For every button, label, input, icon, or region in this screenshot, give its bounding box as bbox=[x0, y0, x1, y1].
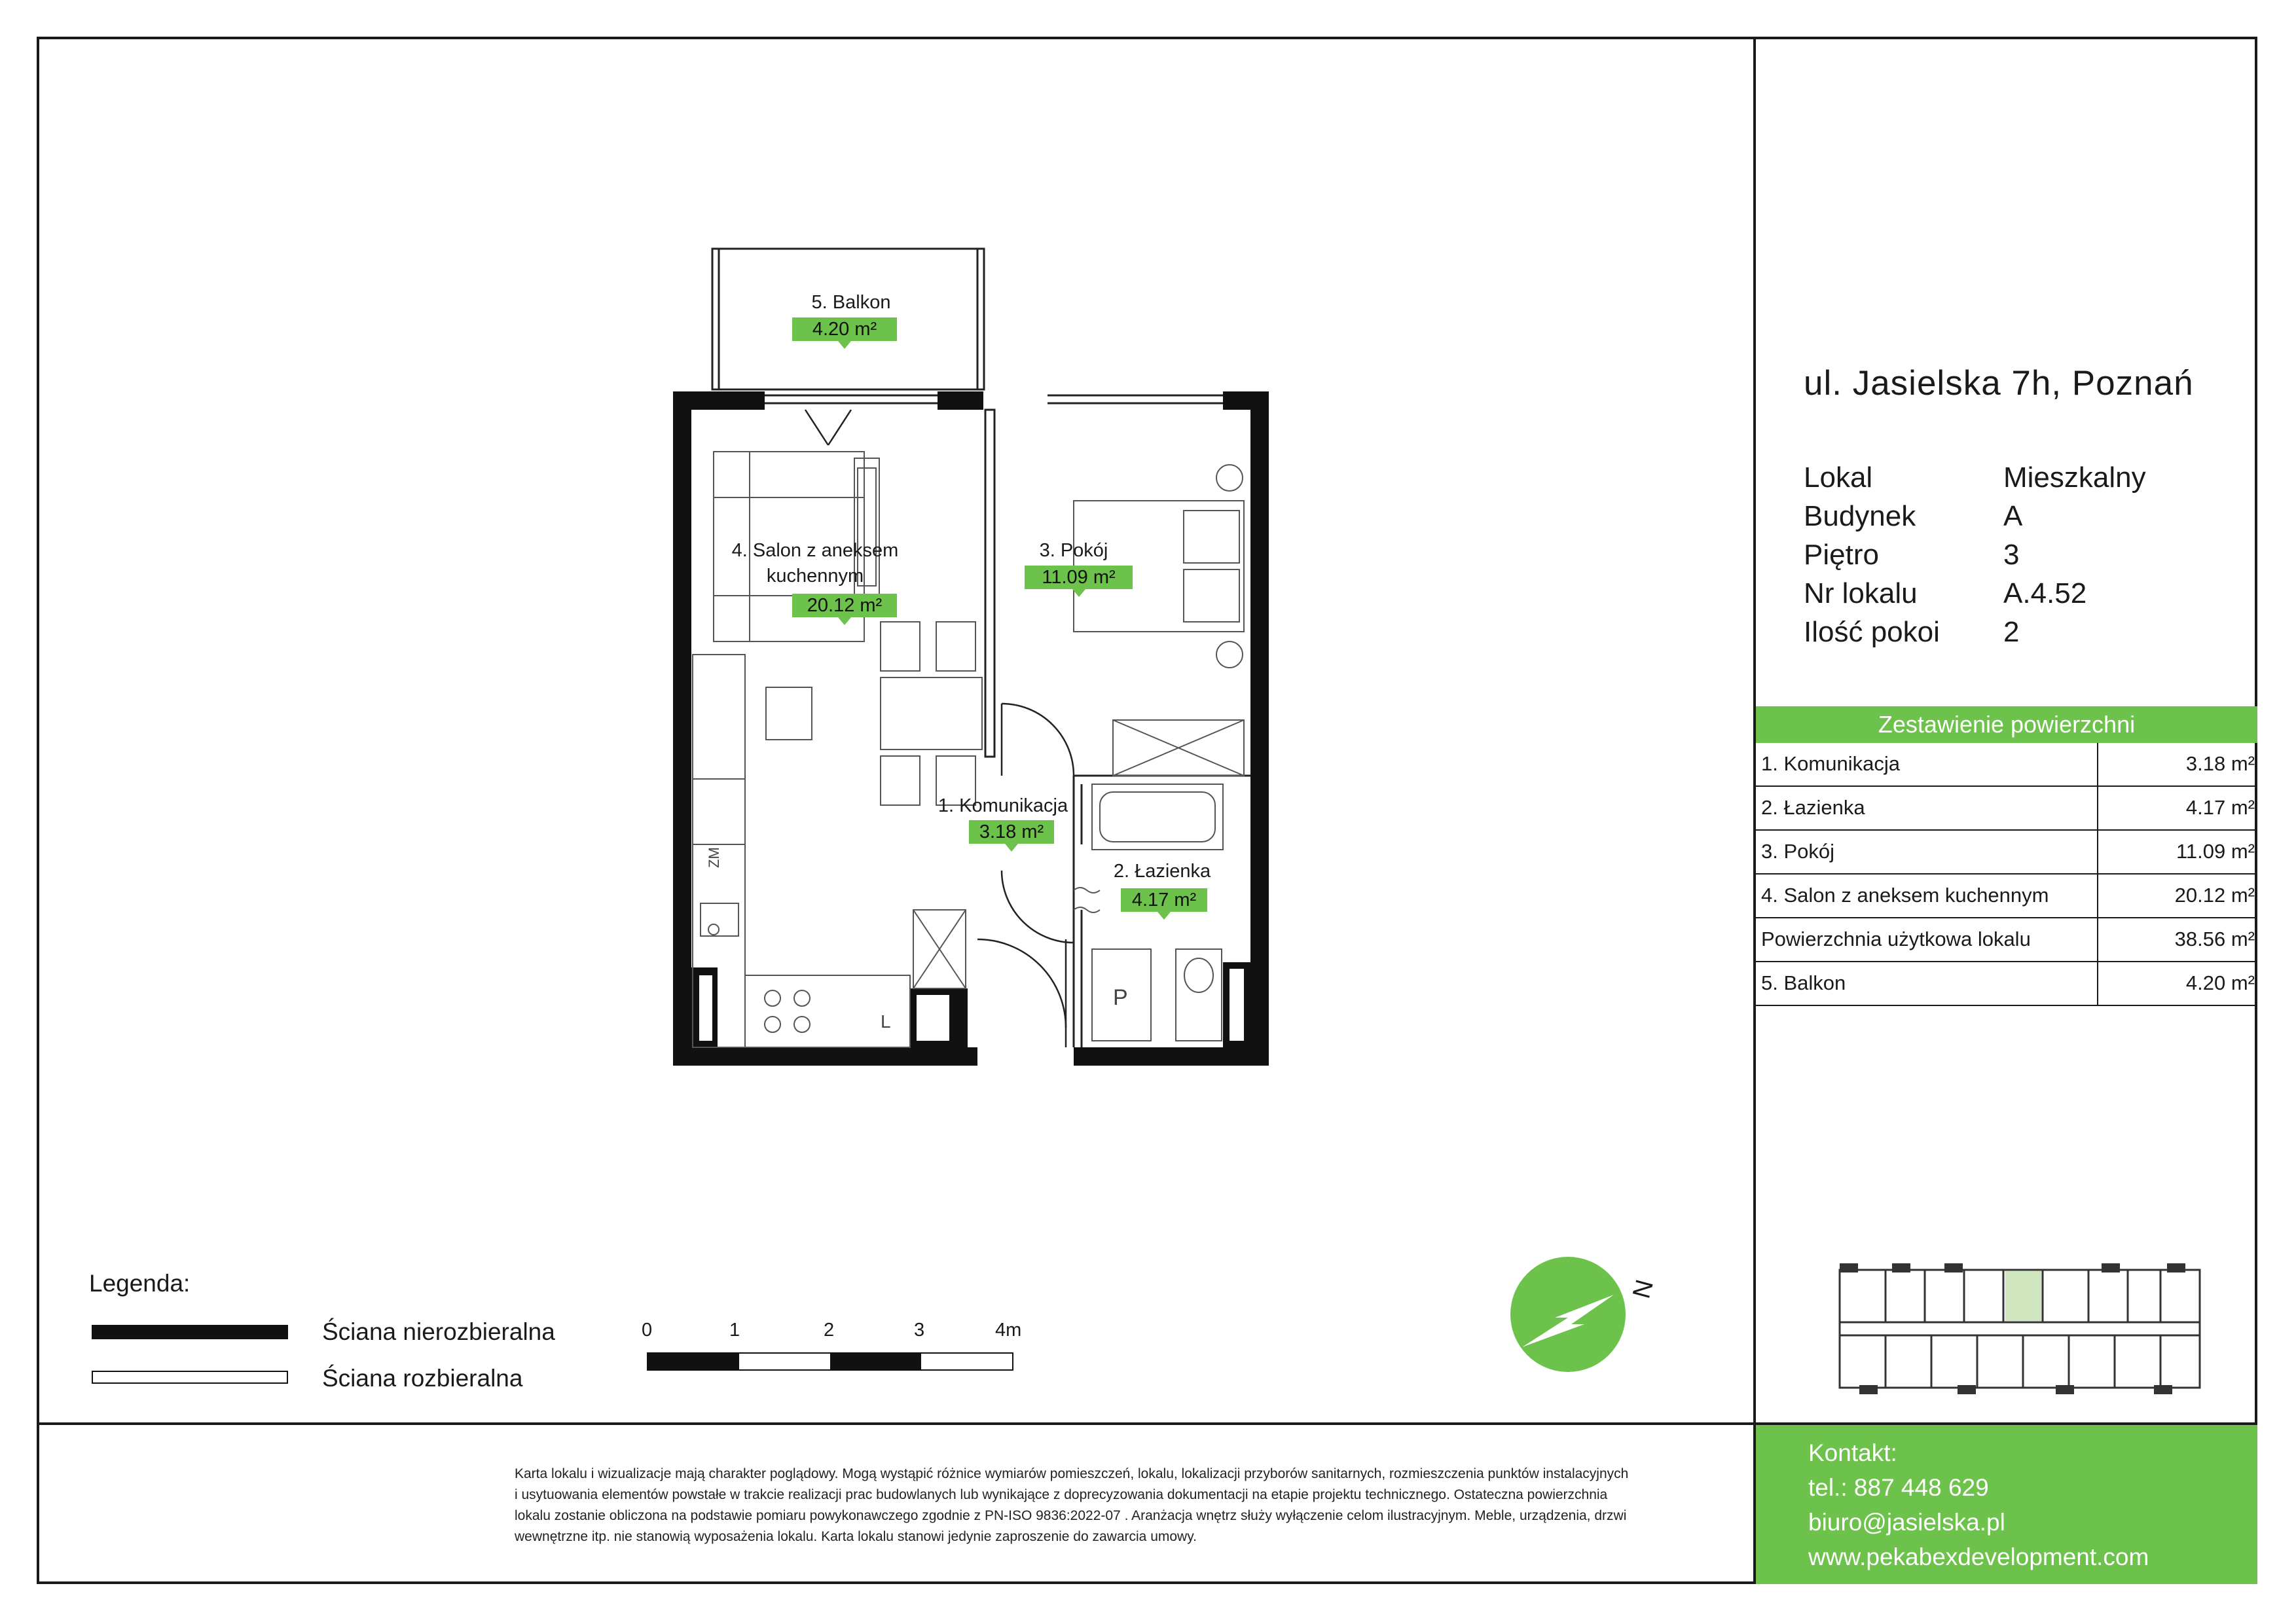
area-value: 4.17 m² bbox=[2185, 796, 2255, 819]
info-label-budynek: Budynek bbox=[1804, 500, 1916, 532]
area-table bbox=[1756, 743, 2257, 1006]
info-value-ilosc-pokoi: 2 bbox=[2003, 616, 2020, 648]
table-row bbox=[1756, 831, 2257, 875]
legend-partition-swatch bbox=[92, 1371, 288, 1384]
area-name: 3. Pokój bbox=[1761, 840, 1835, 863]
table-row bbox=[1756, 787, 2257, 831]
room-area-komunikacja: 3.18 m² bbox=[969, 820, 1054, 844]
doors bbox=[805, 410, 1074, 1047]
toilet-unit-label: P bbox=[1113, 985, 1128, 1010]
address: ul. Jasielska 7h, Poznań bbox=[1804, 364, 2194, 403]
room-area-salon: 20.12 m² bbox=[792, 594, 897, 617]
area-value: 11.09 m² bbox=[2176, 840, 2255, 863]
table-row bbox=[1756, 875, 2257, 918]
disclaimer-line: lokalu zostanie obliczona na podstawie pomiaru powykonawczego zgodnie z PN-ISO 9836:2022-07 . Aranżacja wnętrz służy wyłączenie celom ilustracyjnym. Meble, urządzenia, drzwi bbox=[515, 1508, 1627, 1523]
area-value: 4.20 m² bbox=[2185, 971, 2255, 994]
room-label-lazienka: 2. Łazienka bbox=[1113, 861, 1211, 882]
contact-title: Kontakt: bbox=[1808, 1439, 1897, 1466]
area-value: 3.18 m² bbox=[2185, 752, 2255, 775]
fridge-label: ZM bbox=[706, 847, 722, 868]
area-name: 2. Łazienka bbox=[1761, 796, 1865, 819]
legend-load-bearing-swatch bbox=[92, 1325, 288, 1339]
contact-email[interactable]: biuro@jasielska.pl bbox=[1808, 1509, 2005, 1536]
room-area-balkon: 4.20 m² bbox=[792, 317, 897, 341]
area-value: 20.12 m² bbox=[2174, 884, 2255, 907]
scale-tick: 2 bbox=[824, 1320, 835, 1341]
legend-title: Legenda: bbox=[89, 1270, 191, 1297]
disclaimer-line: wewnętrzne itp. nie stanowią wyposażenia lokalu. Karta lokalu stanowi jedynie zaproszenie do zawarcia umowy. bbox=[515, 1529, 1197, 1544]
info-value-nr-lokalu: A.4.52 bbox=[2003, 577, 2087, 609]
legend-load-bearing-label: Ściana nierozbieralna bbox=[322, 1318, 555, 1345]
scale-tick: 3 bbox=[914, 1320, 925, 1341]
area-table-title: Zestawienie powierzchni bbox=[1756, 706, 2257, 743]
table-row bbox=[1756, 918, 2257, 962]
scale-tick: 4m bbox=[995, 1320, 1022, 1341]
floor-plan bbox=[655, 236, 1309, 1067]
room-label-salon-line2: kuchennym bbox=[766, 566, 864, 586]
info-value-lokal: Mieszkalny bbox=[2003, 461, 2146, 494]
room-label-komunikacja: 1. Komunikacja bbox=[938, 795, 1068, 816]
compass-icon bbox=[1509, 1255, 1627, 1373]
room-area-lazienka: 4.17 m² bbox=[1121, 888, 1207, 912]
room-label-pokoj: 3. Pokój bbox=[1039, 540, 1108, 561]
load-bearing-walls bbox=[673, 391, 1269, 1066]
info-label-pietro: Piętro bbox=[1804, 539, 1879, 571]
area-name: 1. Komunikacja bbox=[1761, 752, 1900, 775]
partition-walls bbox=[985, 410, 1250, 1047]
disclaimer bbox=[515, 1464, 1706, 1547]
scale-bar bbox=[647, 1352, 1013, 1371]
room-label-balkon: 5. Balkon bbox=[811, 292, 891, 313]
area-name: 4. Salon z aneksem kuchennym bbox=[1761, 884, 2049, 907]
area-name: Powierzchnia użytkowa lokalu bbox=[1761, 928, 2031, 950]
room-area-pokoj: 11.09 m² bbox=[1025, 566, 1133, 589]
north-label: N bbox=[1628, 1276, 1660, 1302]
scale-tick: 1 bbox=[729, 1320, 740, 1341]
info-label-nr-lokalu: Nr lokalu bbox=[1804, 577, 1918, 609]
info-label-ilosc-pokoi: Ilość pokoi bbox=[1804, 616, 1940, 648]
key-plan-icon bbox=[1827, 1257, 2213, 1401]
area-name: 5. Balkon bbox=[1761, 971, 1846, 994]
floor-plan-drawing bbox=[655, 236, 1309, 1067]
room-label-salon: 4. Salon z aneksem bbox=[731, 540, 899, 561]
windows bbox=[765, 395, 1223, 403]
contact-website[interactable]: www.pekabexdevelopment.com bbox=[1808, 1543, 2149, 1570]
info-value-pietro: 3 bbox=[2003, 539, 2020, 571]
legend-partition-label: Ściana rozbieralna bbox=[322, 1365, 523, 1392]
disclaimer-line: Karta lokalu i wizualizacje mają charakter poglądowy. Mogą wystąpić różnice wymiarów pomieszczeń, lokalu, lokalizacji przyborów sanitarnych, rozmieszczenia punktów instalacyjnych bbox=[515, 1466, 1629, 1481]
info-label-lokal: Lokal bbox=[1804, 461, 1873, 494]
table-row bbox=[1756, 962, 2257, 1006]
area-value: 38.56 m² bbox=[2174, 928, 2255, 950]
scale-tick: 0 bbox=[642, 1320, 653, 1341]
table-row bbox=[1756, 743, 2257, 787]
info-value-budynek: A bbox=[2003, 500, 2023, 532]
key-plan-highlight bbox=[2005, 1271, 2041, 1321]
disclaimer-line: i usytuowania elementów powstałe w trakcie realizacji prac budowlanych lub wynikające z doprecyzowania dokumentacji na etapie projektu technicznego. Ostateczna powierzchnia bbox=[515, 1487, 1608, 1502]
sink-cabinet-label: L bbox=[881, 1011, 891, 1032]
contact-phone[interactable]: tel.: 887 448 629 bbox=[1808, 1474, 1989, 1501]
